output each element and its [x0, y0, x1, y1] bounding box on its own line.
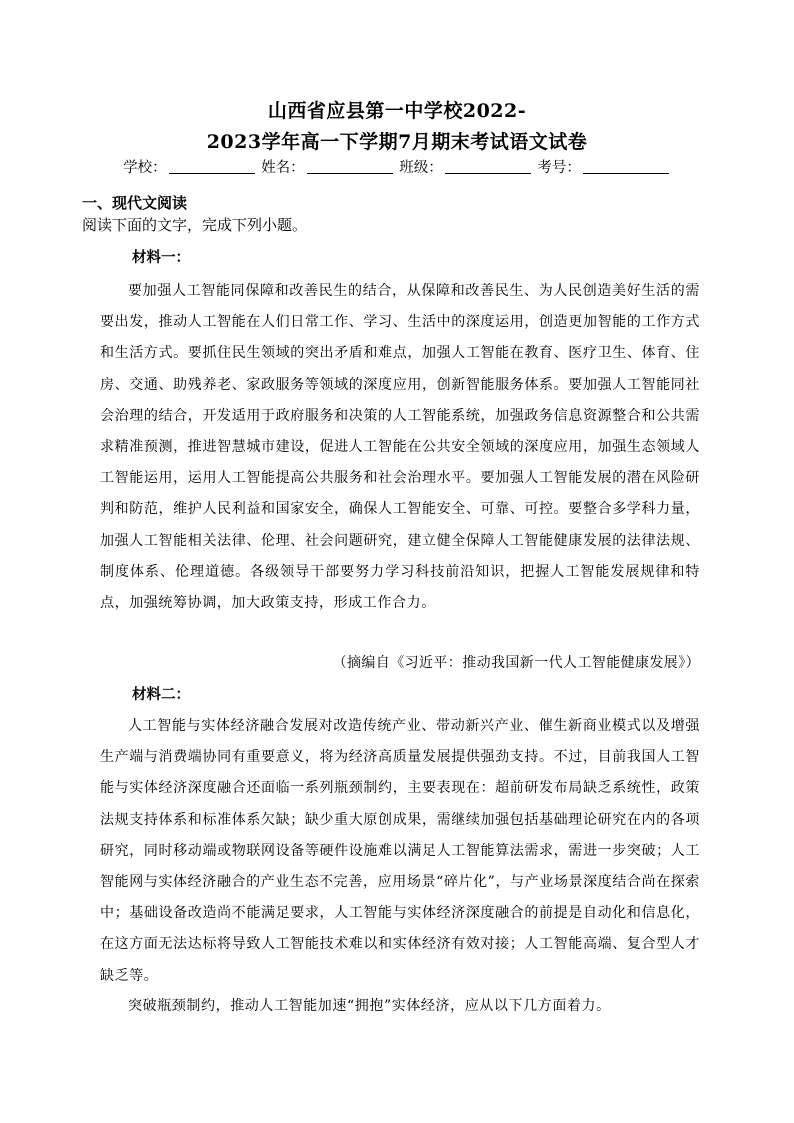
material1-source: （摘编自《习近平：推动我国新一代人工智能健康发展》） [332, 655, 700, 671]
exam-title-line1: 山西省应县第一中学校2022- [267, 100, 527, 122]
exam-number-blank[interactable] [583, 159, 669, 174]
class-blank[interactable] [445, 159, 531, 174]
material2-paragraph-2: 突破瓶颈制约，推动人工智能加速“拥抱”实体经济，应从以下几方面着力。 [128, 998, 611, 1014]
student-info-row [0, 156, 794, 177]
section-heading: 一、现代文阅读 [82, 194, 188, 212]
exam-number-label: 考号： [537, 160, 581, 176]
name-blank[interactable] [307, 159, 393, 174]
name-label: 姓名： [261, 160, 305, 176]
section-instruction: 阅读下面的文字，完成下列小题。 [82, 216, 308, 234]
material1-paragraph: 要加强人工智能同保障和改善民生的结合，从保障和改善民生、为人民创造美好生活的需要出发，推动人工智能在人们日常工作、学习、生活中的深度运用，创造更加智能的工作方式和生活方式。要抓住民生领域的突出矛盾和难点，加强人工智能在教育、医疗卫生、体育、住房、交通、助残养老、家政服务等领域的深度应用，创新智能服务体系。要加强人工智能同社会治理的结合，开发适用于政府服务和决策的人工智能系统，加强政务信息资源整合和公共需求精准预测，推进智慧城市建设，促进人工智能在公共安全领域的深度应用，加强生态领域人工智能运用，运用人工智能提高公共服务和社会治理水平。要加强人工智能发展的潜在风险研判和防范，维护人民利益和国家安全，确保人工智能安全、可靠、可控。要整合多学科力量，加强人工智能相关法律、伦理、社会问题研究，建立健全保障人工智能健康发展的法律法规、制度体系、伦理道德。各级领导干部要努力学习科技前沿知识，把握人工智能发展规律和特点，加强统筹协调，加大政策支持，形成工作合力。 [100, 283, 700, 612]
class-label: 班级： [399, 160, 443, 176]
material1-label: 材料一： [132, 250, 190, 266]
school-blank[interactable] [169, 159, 255, 174]
material2-label: 材料二： [132, 687, 190, 703]
school-label: 学校： [123, 160, 167, 176]
material2-paragraph: 人工智能与实体经济融合发展对改造传统产业、带动新兴产业、催生新商业模式以及增强生产端与消费端协同有重要意义，将为经济高质量发展提供强劲支持。不过，目前我国人工智能与实体经济深度融合还面临一系列瓶颈制约，主要表现在：超前研发布局缺乏系统性，政策法规支持体系和标准体系欠缺；缺少重大原创成果，需继续加强包括基础理论研究在内的各项研究，同时移动端或物联网设备等硬件设施难以满足人工智能算法需求，需进一步突破；人工智能网与实体经济融合的产业生态不完善，应用场景“碎片化”，与产业场景深度结合尚在探索中；基础设备改造尚不能满足要求，人工智能与实体经济深度融合的前提是自动化和信息化，在这方面无法达标将导致人工智能技术难以和实体经济有效对接；人工智能高端、复合型人才缺乏等。 [100, 718, 700, 984]
exam-title-line2: 2023学年高一下学期7月期末考试语文试卷 [206, 131, 588, 153]
